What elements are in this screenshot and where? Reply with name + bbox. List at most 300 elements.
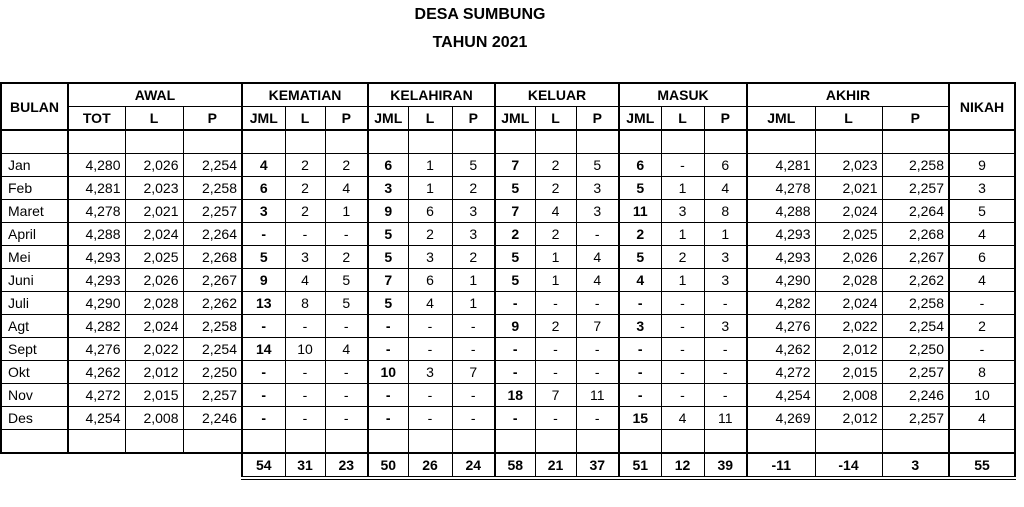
masuk-cell: - <box>661 338 704 361</box>
akhir-cell: 2,015 <box>815 361 882 384</box>
awal-cell: 4,282 <box>68 315 125 338</box>
empty-cell <box>183 430 242 454</box>
empty-cell <box>68 430 125 454</box>
subheader-keluar-p: P <box>576 107 619 131</box>
keluar-cell: - <box>535 361 576 384</box>
empty-cell <box>183 453 242 478</box>
nikah-cell: 9 <box>949 154 1015 177</box>
table-row <box>1 407 1015 430</box>
subheader-masuk-jml: JML <box>619 107 661 131</box>
awal-cell: 2,254 <box>183 338 242 361</box>
keluar-cell: - <box>495 292 535 315</box>
empty-cell <box>125 453 183 478</box>
masuk-cell: - <box>704 338 747 361</box>
empty-cell <box>495 130 535 154</box>
table-row <box>1 292 1015 315</box>
masuk-cell: 8 <box>704 200 747 223</box>
subheader-kelahiran-l: L <box>408 107 452 131</box>
masuk-cell: - <box>661 384 704 407</box>
nikah-cell: 2 <box>949 315 1015 338</box>
kematian-cell: 5 <box>325 292 368 315</box>
masuk-cell: 2 <box>661 246 704 269</box>
total-kematian-cell: 23 <box>325 453 368 478</box>
akhir-cell: 4,276 <box>747 315 815 338</box>
masuk-cell: - <box>704 361 747 384</box>
kematian-cell: - <box>285 407 325 430</box>
masuk-cell: - <box>619 338 661 361</box>
total-kelahiran-cell: 50 <box>368 453 408 478</box>
awal-cell: 2,254 <box>183 154 242 177</box>
kelahiran-cell: 10 <box>368 361 408 384</box>
empty-cell <box>704 430 747 454</box>
akhir-cell: 2,258 <box>882 292 949 315</box>
awal-cell: 4,293 <box>68 246 125 269</box>
awal-cell: 4,262 <box>68 361 125 384</box>
subheader-kelahiran-jml: JML <box>368 107 408 131</box>
subheader-kematian-p: P <box>325 107 368 131</box>
akhir-cell: 2,262 <box>882 269 949 292</box>
empty-cell <box>661 430 704 454</box>
kelahiran-cell: 3 <box>452 223 495 246</box>
kelahiran-cell: - <box>368 338 408 361</box>
masuk-cell: 1 <box>661 223 704 246</box>
empty-cell <box>68 130 125 154</box>
masuk-cell: 3 <box>704 246 747 269</box>
empty-cell <box>408 130 452 154</box>
kematian-cell: 10 <box>285 338 325 361</box>
table-body <box>1 130 1015 478</box>
kelahiran-cell: - <box>368 384 408 407</box>
awal-cell: 2,022 <box>125 338 183 361</box>
kematian-cell: 3 <box>242 200 285 223</box>
masuk-cell: - <box>661 315 704 338</box>
keluar-cell: 5 <box>495 269 535 292</box>
total-kematian-cell: 54 <box>242 453 285 478</box>
masuk-cell: 2 <box>619 223 661 246</box>
keluar-cell: 7 <box>576 315 619 338</box>
total-nikah-cell: 55 <box>949 453 1015 478</box>
empty-cell <box>495 430 535 454</box>
kelahiran-cell: - <box>452 315 495 338</box>
akhir-cell: 2,022 <box>815 315 882 338</box>
header-kelahiran: KELAHIRAN <box>368 83 495 107</box>
nikah-cell: 5 <box>949 200 1015 223</box>
kelahiran-cell: - <box>408 407 452 430</box>
kelahiran-cell: 9 <box>368 200 408 223</box>
empty-cell <box>535 130 576 154</box>
kelahiran-cell: - <box>452 338 495 361</box>
empty-cell <box>576 430 619 454</box>
kematian-cell: - <box>285 223 325 246</box>
nikah-cell: 8 <box>949 361 1015 384</box>
empty-cell <box>704 130 747 154</box>
empty-cell <box>68 453 125 478</box>
akhir-cell: 2,012 <box>815 407 882 430</box>
kelahiran-cell: - <box>368 407 408 430</box>
table-row <box>1 246 1015 269</box>
akhir-cell: 4,282 <box>747 292 815 315</box>
total-keluar-cell: 21 <box>535 453 576 478</box>
masuk-cell: 15 <box>619 407 661 430</box>
kematian-cell: 1 <box>325 200 368 223</box>
nikah-cell: 3 <box>949 177 1015 200</box>
table-row <box>1 200 1015 223</box>
masuk-cell: - <box>619 292 661 315</box>
kelahiran-cell: - <box>408 315 452 338</box>
masuk-cell: 11 <box>704 407 747 430</box>
keluar-cell: - <box>535 407 576 430</box>
masuk-cell: - <box>619 384 661 407</box>
kematian-cell: 3 <box>285 246 325 269</box>
month-cell: Maret <box>1 200 68 223</box>
awal-cell: 4,278 <box>68 200 125 223</box>
kematian-cell: 13 <box>242 292 285 315</box>
kelahiran-cell: - <box>368 315 408 338</box>
masuk-cell: 6 <box>619 154 661 177</box>
masuk-cell: - <box>661 154 704 177</box>
keluar-cell: 7 <box>495 154 535 177</box>
akhir-cell: 4,281 <box>747 154 815 177</box>
kelahiran-cell: 7 <box>452 361 495 384</box>
akhir-cell: 2,254 <box>882 315 949 338</box>
akhir-cell: 4,278 <box>747 177 815 200</box>
month-cell: Feb <box>1 177 68 200</box>
kematian-cell: 14 <box>242 338 285 361</box>
empty-cell <box>125 130 183 154</box>
empty-cell <box>125 430 183 454</box>
akhir-cell: 2,008 <box>815 384 882 407</box>
table-row <box>1 177 1015 200</box>
keluar-cell: 4 <box>576 269 619 292</box>
awal-cell: 4,290 <box>68 292 125 315</box>
masuk-cell: - <box>661 292 704 315</box>
kelahiran-cell: 6 <box>408 200 452 223</box>
kelahiran-cell: 7 <box>368 269 408 292</box>
kematian-cell: 2 <box>325 246 368 269</box>
akhir-cell: 4,290 <box>747 269 815 292</box>
awal-cell: 2,268 <box>183 246 242 269</box>
akhir-cell: 2,257 <box>882 361 949 384</box>
awal-cell: 2,015 <box>125 384 183 407</box>
keluar-cell: 2 <box>535 315 576 338</box>
empty-cell <box>325 130 368 154</box>
empty-cell <box>747 430 815 454</box>
awal-cell: 2,257 <box>183 200 242 223</box>
akhir-cell: 2,012 <box>815 338 882 361</box>
masuk-cell: - <box>661 361 704 384</box>
month-cell: Mei <box>1 246 68 269</box>
akhir-cell: 2,250 <box>882 338 949 361</box>
keluar-cell: - <box>495 407 535 430</box>
subheader-awal-tot: TOT <box>68 107 125 131</box>
akhir-cell: 2,257 <box>882 407 949 430</box>
keluar-cell: - <box>535 292 576 315</box>
nikah-cell: 4 <box>949 223 1015 246</box>
nikah-cell: - <box>949 338 1015 361</box>
awal-cell: 2,023 <box>125 177 183 200</box>
kematian-cell: - <box>242 223 285 246</box>
subheader-kematian-l: L <box>285 107 325 131</box>
kelahiran-cell: - <box>408 338 452 361</box>
keluar-cell: - <box>576 407 619 430</box>
keluar-cell: 7 <box>495 200 535 223</box>
empty-cell <box>325 430 368 454</box>
kematian-cell: - <box>325 315 368 338</box>
keluar-cell: 4 <box>576 246 619 269</box>
awal-cell: 4,272 <box>68 384 125 407</box>
kematian-cell: 9 <box>242 269 285 292</box>
empty-cell <box>1 130 68 154</box>
kematian-cell: 2 <box>285 200 325 223</box>
keluar-cell: 9 <box>495 315 535 338</box>
kelahiran-cell: 3 <box>368 177 408 200</box>
nikah-cell: 10 <box>949 384 1015 407</box>
akhir-cell: 2,023 <box>815 154 882 177</box>
kematian-cell: - <box>242 315 285 338</box>
kematian-cell: - <box>242 361 285 384</box>
keluar-cell: 4 <box>535 200 576 223</box>
subheader-awal-p: P <box>183 107 242 131</box>
month-cell: Okt <box>1 361 68 384</box>
masuk-cell: 1 <box>704 223 747 246</box>
month-cell: Juni <box>1 269 68 292</box>
empty-cell <box>1 453 68 478</box>
masuk-cell: 3 <box>704 269 747 292</box>
empty-cell <box>949 130 1015 154</box>
kelahiran-cell: 1 <box>408 177 452 200</box>
kelahiran-cell: 5 <box>368 292 408 315</box>
empty-cell <box>747 130 815 154</box>
keluar-cell: - <box>495 338 535 361</box>
empty-cell <box>815 130 882 154</box>
total-akhir-cell: -11 <box>747 453 815 478</box>
awal-cell: 4,293 <box>68 269 125 292</box>
awal-cell: 2,258 <box>183 315 242 338</box>
masuk-cell: - <box>704 292 747 315</box>
kematian-cell: 5 <box>325 269 368 292</box>
empty-cell <box>535 430 576 454</box>
masuk-cell: 11 <box>619 200 661 223</box>
empty-cell <box>619 430 661 454</box>
awal-cell: 2,258 <box>183 177 242 200</box>
kematian-cell: - <box>325 223 368 246</box>
awal-cell: 2,025 <box>125 246 183 269</box>
keluar-cell: 1 <box>535 269 576 292</box>
masuk-cell: 5 <box>619 246 661 269</box>
subheader-masuk-p: P <box>704 107 747 131</box>
akhir-cell: 2,026 <box>815 246 882 269</box>
masuk-cell: 1 <box>661 177 704 200</box>
month-cell: Des <box>1 407 68 430</box>
subheader-kematian-jml: JML <box>242 107 285 131</box>
kelahiran-cell: 3 <box>408 246 452 269</box>
table-row <box>1 154 1015 177</box>
keluar-cell: - <box>576 223 619 246</box>
awal-cell: 2,021 <box>125 200 183 223</box>
keluar-cell: 2 <box>535 154 576 177</box>
akhir-cell: 2,268 <box>882 223 949 246</box>
kematian-cell: 4 <box>242 154 285 177</box>
akhir-cell: 2,025 <box>815 223 882 246</box>
subheader-kelahiran-p: P <box>452 107 495 131</box>
table-row-empty <box>1 130 1015 154</box>
awal-cell: 2,264 <box>183 223 242 246</box>
masuk-cell: - <box>619 361 661 384</box>
kematian-cell: 4 <box>325 338 368 361</box>
empty-cell <box>882 130 949 154</box>
keluar-cell: 3 <box>576 177 619 200</box>
subheader-akhir-jml: JML <box>747 107 815 131</box>
month-cell: Sept <box>1 338 68 361</box>
akhir-cell: 4,288 <box>747 200 815 223</box>
awal-cell: 2,028 <box>125 292 183 315</box>
awal-cell: 2,250 <box>183 361 242 384</box>
awal-cell: 4,280 <box>68 154 125 177</box>
akhir-cell: 2,267 <box>882 246 949 269</box>
keluar-cell: 1 <box>535 246 576 269</box>
table-row-empty <box>1 430 1015 454</box>
masuk-cell: 4 <box>661 407 704 430</box>
nikah-cell: 4 <box>949 407 1015 430</box>
awal-cell: 2,262 <box>183 292 242 315</box>
empty-cell <box>949 430 1015 454</box>
empty-cell <box>368 130 408 154</box>
kematian-cell: 4 <box>285 269 325 292</box>
awal-cell: 2,246 <box>183 407 242 430</box>
akhir-cell: 4,254 <box>747 384 815 407</box>
keluar-cell: - <box>576 292 619 315</box>
totals-row <box>1 453 1015 478</box>
subheader-masuk-l: L <box>661 107 704 131</box>
masuk-cell: 3 <box>619 315 661 338</box>
kelahiran-cell: 1 <box>452 269 495 292</box>
kematian-cell: 4 <box>325 177 368 200</box>
subheader-keluar-jml: JML <box>495 107 535 131</box>
awal-cell: 2,024 <box>125 223 183 246</box>
kematian-cell: - <box>325 407 368 430</box>
awal-cell: 4,254 <box>68 407 125 430</box>
keluar-cell: 3 <box>576 200 619 223</box>
total-masuk-cell: 39 <box>704 453 747 478</box>
akhir-cell: 2,028 <box>815 269 882 292</box>
empty-cell <box>183 130 242 154</box>
awal-cell: 2,026 <box>125 154 183 177</box>
keluar-cell: - <box>495 361 535 384</box>
kelahiran-cell: 3 <box>408 361 452 384</box>
akhir-cell: 4,269 <box>747 407 815 430</box>
keluar-cell: 5 <box>495 246 535 269</box>
kelahiran-cell: 6 <box>408 269 452 292</box>
kelahiran-cell: - <box>408 384 452 407</box>
total-keluar-cell: 37 <box>576 453 619 478</box>
empty-cell <box>242 130 285 154</box>
masuk-cell: 5 <box>619 177 661 200</box>
keluar-cell: 7 <box>535 384 576 407</box>
empty-cell <box>242 430 285 454</box>
header-bulan: BULAN <box>1 83 68 130</box>
empty-cell <box>815 430 882 454</box>
total-masuk-cell: 12 <box>661 453 704 478</box>
kematian-cell: - <box>242 384 285 407</box>
kematian-cell: - <box>325 361 368 384</box>
empty-cell <box>452 130 495 154</box>
month-cell: Nov <box>1 384 68 407</box>
akhir-cell: 2,246 <box>882 384 949 407</box>
table-row <box>1 361 1015 384</box>
header-awal: AWAL <box>68 83 242 107</box>
population-table <box>0 82 1016 480</box>
total-keluar-cell: 58 <box>495 453 535 478</box>
nikah-cell: 4 <box>949 269 1015 292</box>
masuk-cell: 3 <box>704 315 747 338</box>
akhir-cell: 2,024 <box>815 292 882 315</box>
header-akhir: AKHIR <box>747 83 949 107</box>
total-akhir-cell: -14 <box>815 453 882 478</box>
month-cell: Agt <box>1 315 68 338</box>
akhir-cell: 2,264 <box>882 200 949 223</box>
empty-cell <box>661 130 704 154</box>
total-akhir-cell: 3 <box>882 453 949 478</box>
awal-cell: 2,026 <box>125 269 183 292</box>
header-kematian: KEMATIAN <box>242 83 368 107</box>
kematian-cell: - <box>242 407 285 430</box>
keluar-cell: 5 <box>576 154 619 177</box>
kematian-cell: - <box>285 315 325 338</box>
header-masuk: MASUK <box>619 83 747 107</box>
keluar-cell: 2 <box>535 223 576 246</box>
kematian-cell: 6 <box>242 177 285 200</box>
empty-cell <box>285 130 325 154</box>
akhir-cell: 2,021 <box>815 177 882 200</box>
awal-cell: 2,008 <box>125 407 183 430</box>
kelahiran-cell: - <box>452 384 495 407</box>
awal-cell: 2,267 <box>183 269 242 292</box>
awal-cell: 2,012 <box>125 361 183 384</box>
page-title: DESA SUMBUNG <box>414 6 546 23</box>
empty-cell <box>576 130 619 154</box>
subheader-keluar-l: L <box>535 107 576 131</box>
kematian-cell: 2 <box>285 154 325 177</box>
empty-cell <box>408 430 452 454</box>
empty-cell <box>1 430 68 454</box>
page-subtitle: TAHUN 2021 <box>432 34 528 51</box>
keluar-cell: 5 <box>495 177 535 200</box>
keluar-cell: 18 <box>495 384 535 407</box>
kelahiran-cell: 2 <box>408 223 452 246</box>
akhir-cell: 4,262 <box>747 338 815 361</box>
awal-cell: 4,288 <box>68 223 125 246</box>
akhir-cell: 4,293 <box>747 246 815 269</box>
masuk-cell: 3 <box>661 200 704 223</box>
kelahiran-cell: 3 <box>452 200 495 223</box>
total-kematian-cell: 31 <box>285 453 325 478</box>
awal-cell: 4,281 <box>68 177 125 200</box>
empty-cell <box>452 430 495 454</box>
subheader-akhir-l: L <box>815 107 882 131</box>
total-masuk-cell: 51 <box>619 453 661 478</box>
kematian-cell: - <box>325 384 368 407</box>
kematian-cell: - <box>285 361 325 384</box>
kelahiran-cell: 4 <box>408 292 452 315</box>
keluar-cell: - <box>535 338 576 361</box>
kelahiran-cell: 5 <box>368 246 408 269</box>
kelahiran-cell: - <box>452 407 495 430</box>
awal-cell: 2,024 <box>125 315 183 338</box>
month-cell: April <box>1 223 68 246</box>
table-row <box>1 223 1015 246</box>
kelahiran-cell: 2 <box>452 177 495 200</box>
header-keluar: KELUAR <box>495 83 619 107</box>
